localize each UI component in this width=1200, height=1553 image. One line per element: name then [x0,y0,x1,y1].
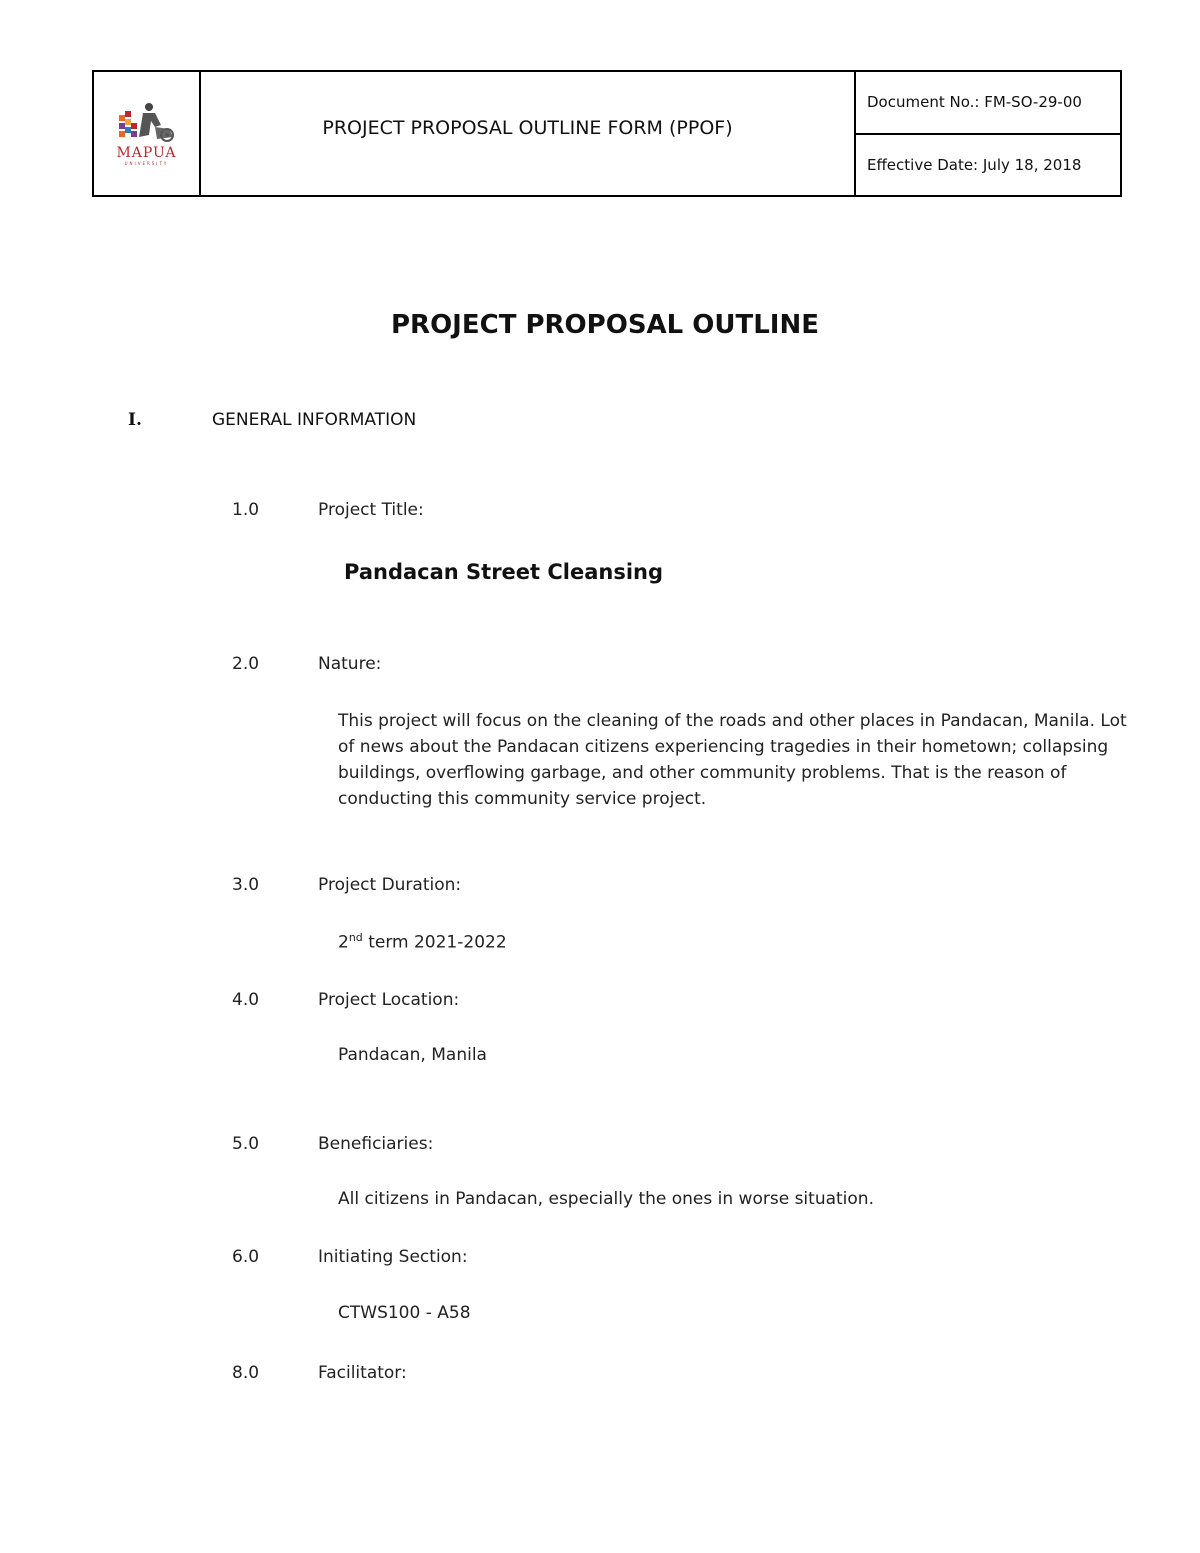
item-number: 8.0 [232,1363,260,1383]
section-value: CTWS100 - A58 [338,1303,471,1323]
logo [94,72,201,195]
item-label: Beneficiaries: [318,1134,434,1154]
item-label: Project Duration: [318,875,462,895]
duration-ordinal-suffix: nd [348,931,363,944]
page-title: PROJECT PROPOSAL OUTLINE [391,310,819,340]
item-label: Facilitator: [318,1363,407,1383]
section-label: GENERAL INFORMATION [212,410,417,430]
item-number: 3.0 [232,875,260,895]
document-header [92,70,1122,197]
project-title-value: Pandacan Street Cleansing [344,560,664,584]
duration-ordinal: 2 [338,932,349,953]
beneficiaries-value: All citizens in Pandacan, especially the ones in worse situation. [338,1189,874,1209]
duration-term: term 2021-2022 [362,932,507,953]
duration-value [338,931,507,953]
item-number: 4.0 [232,990,260,1010]
document-meta [856,72,1120,195]
logo-text: MAPUA [116,145,177,161]
item-label: Nature: [318,654,382,674]
item-number: 1.0 [232,500,260,520]
effective-date: Effective Date: July 18, 2018 [867,155,1082,174]
item-number: 6.0 [232,1247,260,1267]
logo-subtext: UNIVERSITY [124,161,169,166]
item-label: Project Location: [318,990,460,1010]
item-label: Initiating Section: [318,1247,468,1267]
item-number: 2.0 [232,654,260,674]
section-number: I. [128,410,142,430]
item-label: Project Title: [318,500,424,520]
nature-paragraph: This project will focus on the cleaning of the roads and other places in Pandacan, Manila. Lot of news about the Pandacan citizens experiencing tragedies in their hometown; collapsing buildings, overflowing garbage, and other community problems. That is the reason of conducting this community service project. [338,711,1127,809]
document-number: Document No.: FM-SO-29-00 [856,72,1120,135]
item-number: 5.0 [232,1134,260,1154]
location-value: Pandacan, Manila [338,1045,487,1065]
form-title: PROJECT PROPOSAL OUTLINE FORM (PPOF) [201,72,856,195]
mapua-logo-icon [115,101,179,147]
